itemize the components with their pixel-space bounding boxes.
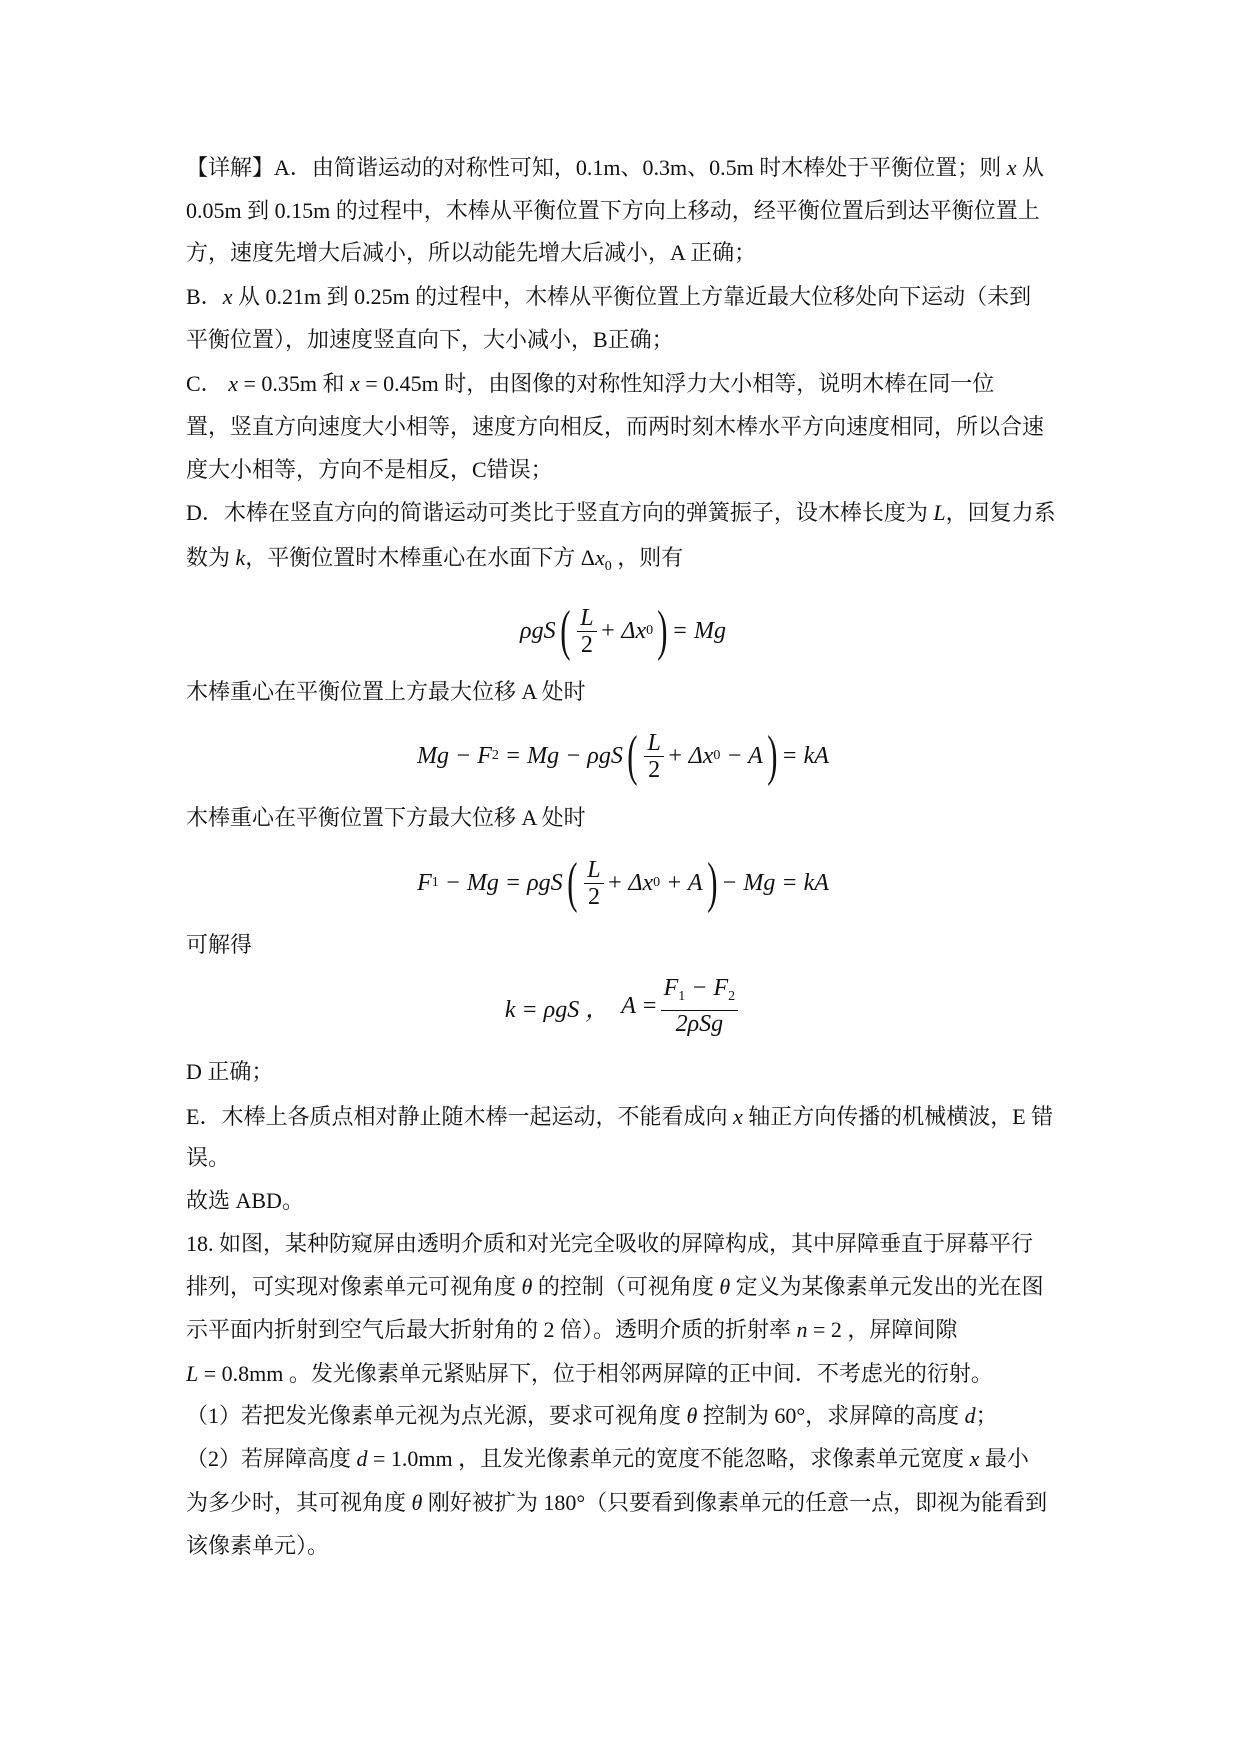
text-line: [186, 1189, 304, 1213]
text-segment: 为多少时，其可视角度: [186, 1490, 412, 1515]
text-segment: 置，竖直方向速度大小相等，速度方向相反，而两时刻木棒水平方向速度相同，所以合速: [186, 414, 1045, 439]
equation-top-position: [186, 725, 1060, 787]
text-segment: 平衡位置），加速度竖直向下，大小减小，B正确；: [186, 327, 674, 352]
denominator: 2ρSg: [675, 1011, 724, 1037]
math-variable: x: [222, 284, 233, 309]
text-line: [186, 1060, 273, 1084]
text-line: [186, 1404, 998, 1428]
text-line: [186, 1318, 957, 1342]
text-segment: 误。: [186, 1145, 231, 1170]
text-segment: 方，速度先增大后减小，所以动能先增大后减小，A 正确；: [186, 240, 757, 265]
eq-term: = Mg: [671, 617, 726, 644]
subscript: 0: [713, 748, 721, 763]
denominator: 2: [648, 756, 661, 783]
subscript: 2: [728, 989, 736, 1004]
denominator: 2: [580, 631, 593, 658]
eq-term: Mg − F: [417, 742, 492, 769]
text-segment: （2）若屏障高度: [186, 1446, 357, 1471]
text-segment: 控制为 60°，求屏障的高度: [697, 1403, 965, 1428]
fraction: [584, 857, 603, 910]
text-segment: ，则有: [611, 545, 684, 570]
text-segment: D．木棒在竖直方向的简谐运动可类比于竖直方向的弹簧振子，设木棒长度为: [186, 500, 934, 525]
subscript: 0: [604, 559, 612, 574]
subscript: 2: [491, 748, 499, 763]
text-segment: 示平面内折射到空气后最大折射角的 2 倍）。透明介质的折射率: [186, 1317, 797, 1342]
eq-term: − A: [726, 742, 763, 769]
eq-term: = Mg − ρgS: [504, 742, 623, 769]
text-line: 可解得: [186, 932, 253, 957]
numerator: L: [644, 730, 663, 757]
numerator: L: [577, 605, 596, 632]
math-variable: x: [732, 1104, 743, 1129]
text-line: [186, 156, 1044, 180]
paren-close: ): [706, 852, 718, 914]
text-line: [186, 372, 994, 396]
text-segment: 定义为某像素单元发出的光在图: [730, 1274, 1044, 1299]
text-segment: 0.05m 到 0.15m 的过程中，木棒从平衡位置下方向上移动，经平衡位置后到达平衡位置上: [186, 198, 1040, 223]
text-segment: E．木棒上各质点相对静止随木棒一起运动，不能看成向: [186, 1104, 733, 1129]
subscript: 0: [646, 623, 654, 638]
text-line: [186, 1146, 230, 1170]
text-segment: 数为: [186, 545, 236, 570]
eq-term: − Mg = ρgS: [444, 869, 563, 896]
text-segment: 刚好被扩为 180°（只要看到像素单元的任意一点，即视为能看到: [422, 1490, 1048, 1515]
paren-open: (: [566, 852, 578, 914]
math-variable: L: [933, 500, 946, 525]
denominator: 2: [587, 883, 600, 910]
math-variable: x: [228, 371, 238, 396]
paren-close: ): [766, 725, 778, 787]
equation-balance: [186, 600, 1060, 662]
paren-open: (: [627, 725, 638, 787]
numerator: L: [584, 857, 603, 884]
subscript: 1: [678, 989, 686, 1004]
eq-term: − F: [685, 975, 729, 1001]
text-line: [186, 458, 553, 482]
text-segment: 的控制（可视角度: [532, 1274, 720, 1299]
text-line: [186, 1105, 1053, 1129]
text-segment: 从 0.21m 到 0.25m 的过程中，木棒从平衡位置上方靠近最大位移处向下运动（未到: [232, 284, 1032, 309]
text-segment: 【详解】A．由简谐运动的对称性可知，0.1m、0.3m、0.5m 时木棒处于平衡位置；则: [186, 155, 1007, 180]
text-segment: D 正确；: [186, 1059, 274, 1084]
eq-term: A =: [621, 992, 658, 1019]
text-segment: ，回复力系: [945, 500, 1056, 525]
text-segment: 最小: [979, 1446, 1029, 1471]
text-line: [186, 328, 674, 352]
math-variable: θ: [719, 1274, 731, 1299]
eq-term: + A: [666, 869, 703, 896]
text-line: [186, 1491, 1047, 1515]
text-segment: ；: [975, 1403, 998, 1428]
math-variable: d: [356, 1446, 368, 1471]
math-variable: x: [594, 545, 605, 570]
eq-term: F: [417, 869, 432, 896]
text-line: [186, 1275, 1044, 1299]
eq-term: − Mg = kA: [721, 869, 829, 896]
math-variable: x: [969, 1446, 980, 1471]
text-segment: （1）若把发光像素单元视为点光源，要求可视角度: [186, 1403, 687, 1428]
equation-bottom-position: [186, 852, 1060, 914]
subscript: 0: [653, 875, 661, 890]
fraction: [577, 605, 596, 658]
paren-open: (: [559, 600, 571, 662]
math-variable: k: [235, 545, 246, 570]
eq-term: + Δx: [599, 617, 647, 644]
paren-close: ): [657, 600, 668, 662]
equation-result: [186, 975, 1060, 1037]
text-segment: 该像素单元）。: [186, 1533, 330, 1558]
text-segment: 故选 ABD。: [186, 1188, 304, 1213]
text-segment: 18. 如图，某种防窥屏由透明介质和对光完全吸收的屏障构成，其中屏障垂直于屏幕平行: [186, 1231, 1034, 1256]
text-line: [186, 199, 1040, 223]
text-line: [186, 1534, 329, 1558]
fraction: [661, 975, 739, 1037]
text-segment: 轴正方向传播的机械横波，E 错: [742, 1104, 1054, 1129]
text-line: 木棒重心在平衡位置下方最大位移 A 处时: [186, 805, 586, 830]
math-variable: θ: [411, 1490, 423, 1515]
eq-term: + Δx: [606, 869, 654, 896]
text-segment: C．: [186, 371, 229, 396]
text-segment: = 1.0mm ，且发光像素单元的宽度不能忽略，求像素单元宽度: [367, 1446, 970, 1471]
text-segment: B．: [186, 284, 223, 309]
text-line: [186, 285, 1031, 309]
eq-term: = kA: [781, 742, 829, 769]
math-variable: d: [964, 1403, 976, 1428]
math-variable: n: [796, 1317, 808, 1342]
numerator: [661, 975, 739, 1011]
text-segment: ，平衡位置时木棒重心在水面下方 Δ: [245, 545, 595, 570]
text-line: [186, 415, 1044, 439]
eq-term: k = ρgS ，: [504, 996, 610, 1023]
text-segment: 从: [1016, 155, 1045, 180]
text-segment: = 2 ，屏障间隙: [807, 1317, 958, 1342]
text-line: [186, 1447, 1029, 1471]
text-line: [186, 241, 756, 265]
math-variable: L: [186, 1361, 199, 1386]
text-line: [186, 1232, 1033, 1256]
text-segment: = 0.8mm 。发光像素单元紧贴屏下，位于相邻两屏障的正中间．不考虑光的衍射。: [198, 1361, 993, 1386]
eq-term: ρgS: [520, 617, 556, 644]
text-segment: 排列，可实现对像素单元可视角度: [186, 1274, 522, 1299]
math-variable: θ: [521, 1274, 533, 1299]
text-segment: = 0.45m 时，由图像的对称性知浮力大小相等，说明木棒在同一位: [359, 371, 995, 396]
eq-term: + Δx: [666, 742, 714, 769]
text-segment: 度大小相等，方向不是相反，C错误；: [186, 457, 553, 482]
math-variable: θ: [686, 1403, 698, 1428]
subscript: 1: [431, 875, 439, 890]
text-line: 木棒重心在平衡位置上方最大位移 A 处时: [186, 679, 586, 704]
eq-term: F: [663, 975, 679, 1001]
math-variable: x: [349, 371, 360, 396]
text-segment: = 0.35m 和: [237, 371, 350, 396]
fraction: [644, 730, 663, 783]
math-variable: x: [1006, 155, 1017, 180]
text-line: [186, 1362, 993, 1386]
text-line: [186, 501, 1056, 525]
text-line: [186, 546, 683, 579]
